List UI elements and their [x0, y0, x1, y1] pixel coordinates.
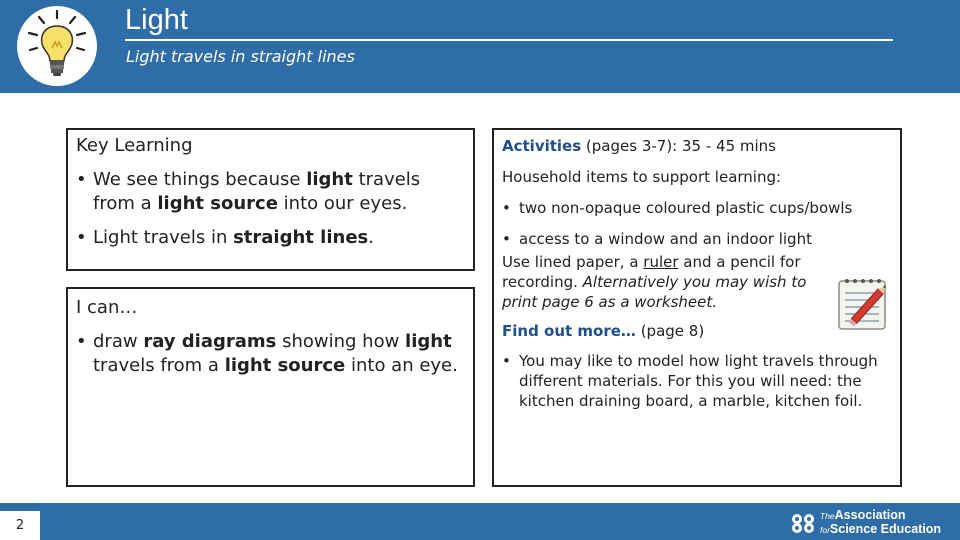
bold-term: light source — [157, 193, 278, 214]
find-out-more-label: Find out more… — [502, 322, 636, 340]
text-span: into an eye. — [345, 355, 458, 376]
text-span: into our eyes. — [277, 193, 408, 214]
bold-term: light — [405, 331, 452, 352]
text-span: travels from a — [93, 169, 421, 214]
lightbulb-icon — [17, 6, 97, 86]
logo-the: The — [820, 511, 835, 521]
find-out-more-item: • You may like to model how light travels through different materials. For this you will need: the kitchen draining board, a marble, kitchen foil. — [502, 351, 879, 411]
activities-duration: (pages 3-7): 35 - 45 mins — [581, 137, 776, 155]
i-can-list — [76, 330, 465, 378]
notepad-pencil-icon — [833, 271, 897, 335]
text-span: showing how — [276, 331, 406, 352]
bold-term: straight lines — [233, 227, 369, 248]
text-span: Light travels in — [93, 227, 234, 248]
page-subtitle: Light travels in straight lines — [126, 47, 355, 66]
key-learning-item — [76, 226, 465, 250]
bold-term: light — [306, 169, 353, 190]
key-learning-list — [76, 168, 465, 250]
footer-bar — [0, 503, 960, 540]
activities-heading — [502, 136, 892, 156]
i-can-box — [66, 287, 475, 487]
household-item: • access to a window and an indoor light — [502, 229, 892, 249]
household-heading: Household items to support learning: — [502, 168, 782, 186]
ase-logo-text — [820, 509, 960, 537]
find-out-more-list — [502, 351, 892, 411]
text-span: . — [368, 227, 374, 248]
text-span: Use lined paper, a — [502, 253, 644, 271]
bold-term: ray diagrams — [143, 331, 277, 352]
key-learning-item — [76, 168, 465, 216]
ase-logo-icon — [790, 512, 818, 534]
i-can-item — [76, 330, 465, 378]
household-list — [502, 198, 892, 249]
page-number: 2 — [0, 511, 40, 540]
recording-instructions — [502, 252, 832, 312]
italic-note: Alternatively you may wish to print page 6 as a worksheet. — [502, 273, 807, 311]
i-can-heading: I can… — [76, 297, 138, 318]
title-divider — [125, 39, 893, 41]
lightbulb-logo — [17, 6, 97, 86]
header-bar — [0, 0, 960, 93]
activities-label: Activities — [502, 137, 582, 155]
logo-science-education: Science Education — [829, 522, 942, 536]
find-out-more-page: (page 8) — [635, 322, 705, 340]
key-learning-heading: Key Learning — [76, 135, 193, 156]
text-span: travels from a — [93, 355, 225, 376]
logo-for: for — [820, 525, 830, 535]
underlined-term: ruler — [643, 253, 679, 271]
key-learning-box — [66, 128, 475, 271]
household-item: • two non-opaque coloured plastic cups/bowls — [502, 198, 892, 218]
bold-term: light source — [224, 355, 346, 376]
text-span: We see things because — [93, 169, 307, 190]
page-title: Light — [125, 4, 188, 36]
text-span: draw — [93, 331, 144, 352]
logo-association: Association — [834, 508, 906, 522]
text-span: and a pencil for recording. — [502, 253, 801, 291]
